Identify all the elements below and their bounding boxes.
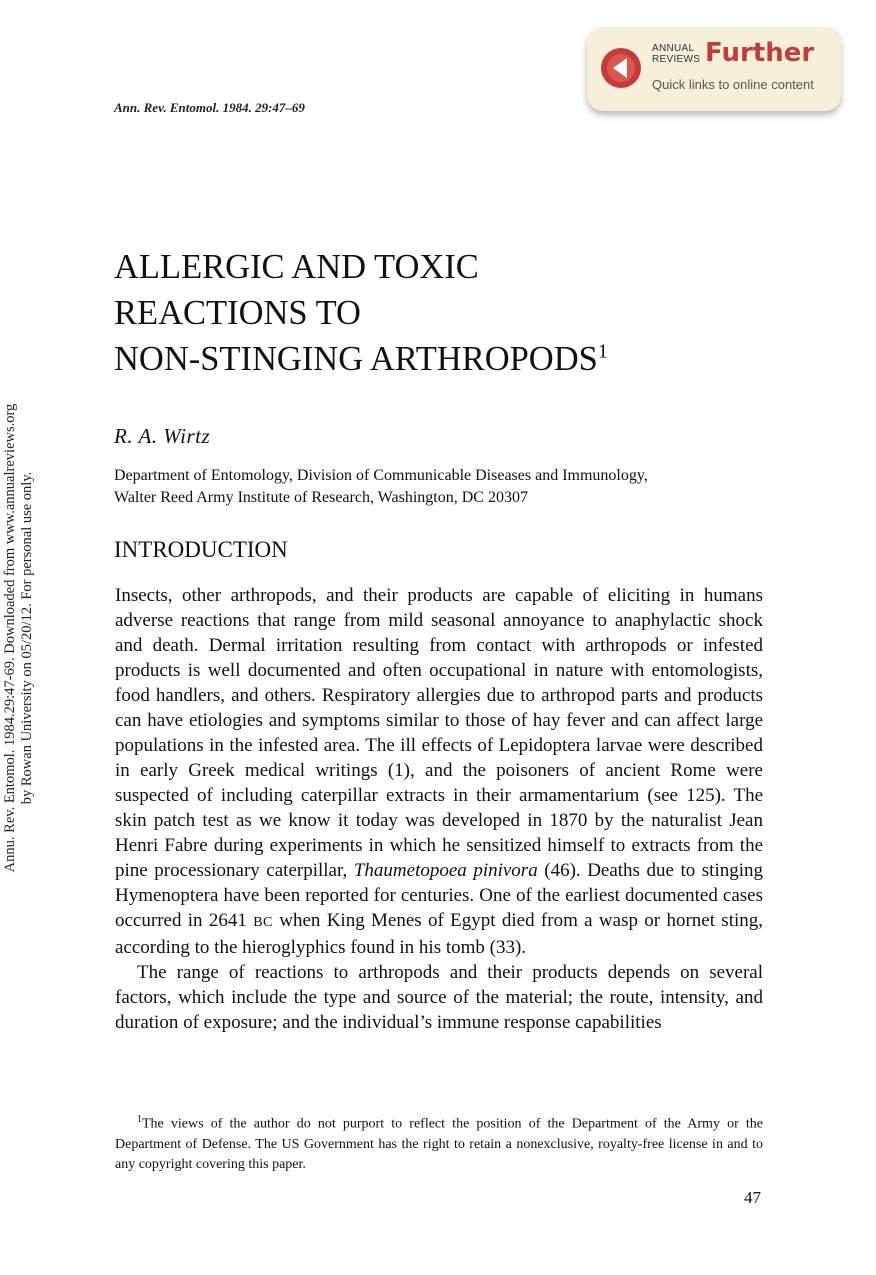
badge-reviews-text: REVIEWS — [652, 54, 701, 65]
title-line-2: REACTIONS TO — [114, 294, 361, 332]
footnote — [115, 1110, 763, 1175]
title-footnote-mark: 1 — [597, 340, 608, 363]
badge-brand-label — [652, 43, 700, 65]
download-notice-line-2: by Rowan University on 05/20/12. For personal use only. — [19, 471, 35, 805]
paragraph-1-part-2: (46). Deaths due to stinging Hymenoptera have been reported for centuries. One of the earliest documented cases occurred in 2641 — [115, 860, 764, 931]
author-name: R. A. Wirtz — [114, 424, 211, 448]
page-number: 47 — [744, 1188, 761, 1207]
article-title — [114, 244, 608, 382]
badge-further-text: Further — [705, 38, 815, 68]
affiliation-line-1: Department of Entomology, Division of Communicable Diseases and Immunology, — [114, 467, 648, 484]
paragraph-1 — [115, 583, 763, 960]
paragraph-1-part-3: when King Menes of Egypt died from a wasp or hornet sting, according to the hieroglyphics found in his tomb (33). — [115, 910, 764, 958]
paragraph-1-part-1: Insects, other arthropods, and their products are capable of eliciting in humans adverse reactions that range from mild seasonal annoyance to anaphylactic shock and death. Dermal irritation resulting from contact with arthropods or infested products is well documented and often occupational in nature with entomologists, food handlers, and others. Respiratory allergies due to arthropod parts and products can have etiologies and symptoms similar to those of hay fever and can affect large populations in the infested area. The ill effects of Lepidoptera larvae were described in early Greek medical writings (1), and the poisoners of ancient Rome were suspected of including caterpillar extracts in their armamentarium (see 125). The skin patch test as we know it today was developed in 1870 by the naturalist Jean Henri Fabre during experiments in which he sensitized himself to extracts from the pine processionary caterpillar, — [115, 585, 763, 881]
body-text — [115, 583, 763, 1035]
further-badge[interactable] — [587, 27, 841, 111]
era-abbreviation: BC — [253, 915, 273, 930]
species-name: Thaumetopoea pinivora — [353, 860, 538, 881]
title-line-1: ALLERGIC AND TOXIC — [114, 248, 479, 286]
affiliation-line-2: Walter Reed Army Institute of Research, Washington, DC 20307 — [114, 489, 528, 506]
download-notice-line-1: Annu. Rev. Entomol. 1984.29:47-69. Downloaded from www.annualreviews.org — [2, 403, 18, 873]
back-arrow-icon — [600, 47, 642, 89]
paragraph-2: The range of reactions to arthropods and their products depends on several factors, which include the type and source of the material; the route, intensity, and duration of exposure; and the individual’s immune response capabilities — [115, 962, 763, 1033]
title-line-3: NON-STINGING ARTHROPODS — [114, 340, 598, 378]
badge-subtitle: Quick links to online content — [652, 77, 814, 92]
section-heading: INTRODUCTION — [114, 537, 288, 562]
badge-annual-text: ANNUAL — [652, 43, 695, 54]
footnote-mark: 1 — [137, 1114, 142, 1125]
footnote-text: The views of the author do not purport to reflect the position of the Department of the Army or the Department of Defense. The US Government has the right to retain a nonexclusive, royalty-free license in and to any copyright covering this paper. — [115, 1116, 763, 1172]
journal-citation: Ann. Rev. Entomol. 1984. 29:47–69 — [114, 100, 305, 115]
download-notice — [2, 358, 42, 918]
author-affiliation — [114, 465, 764, 509]
